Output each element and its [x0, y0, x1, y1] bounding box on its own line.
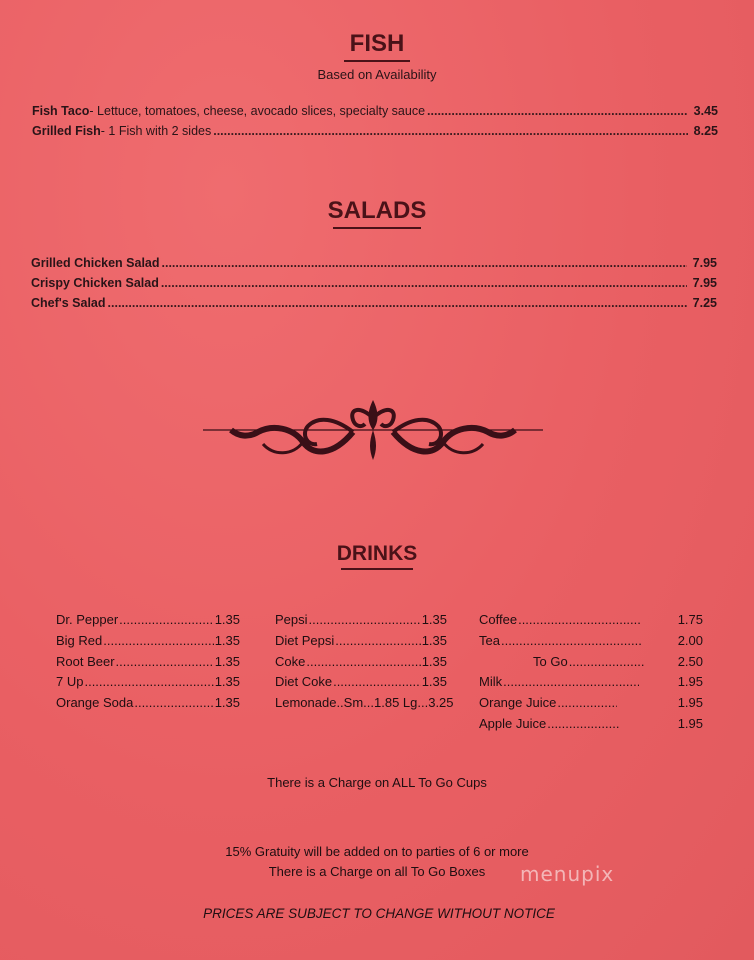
item-name: Diet Coke	[275, 674, 333, 690]
item-name: Chef's Salad	[31, 296, 106, 310]
item-name: Pepsi	[275, 612, 308, 627]
item-name: Grilled Fish	[32, 124, 101, 138]
item-price: 1.95	[677, 695, 703, 711]
leader-dots	[333, 674, 421, 689]
drinks-heading	[0, 542, 754, 570]
item-name: Tea	[479, 632, 500, 648]
item-price: 1.35	[214, 612, 240, 627]
drink-item	[479, 674, 703, 695]
drink-item	[479, 695, 703, 716]
leader-dots	[162, 256, 687, 270]
item-price: 1.95	[677, 715, 703, 731]
item-name: Orange Soda	[56, 695, 134, 711]
drink-item	[275, 674, 447, 695]
drink-item	[56, 695, 240, 716]
leader-dots	[161, 276, 687, 290]
item-price: 2.00	[677, 632, 703, 648]
salads-title: SALADS	[327, 197, 427, 224]
drink-item	[275, 612, 447, 633]
fish-title: FISH	[349, 30, 405, 57]
leader-dots	[84, 674, 213, 689]
item-desc: - Lettuce, tomatoes, cheese, avocado slices, specialty sauce	[89, 104, 426, 118]
item-name: Coffee	[479, 612, 518, 627]
drink-item	[56, 612, 240, 633]
leader-dots	[427, 104, 688, 118]
drink-item	[56, 674, 240, 695]
item-price: 1.75	[677, 612, 703, 627]
item-name: Big Red	[56, 632, 103, 648]
fish-list	[32, 104, 718, 144]
item-price: 1.35	[421, 632, 447, 648]
leader-dots	[335, 633, 420, 648]
leader-dots	[309, 612, 421, 627]
leader-dots	[569, 654, 645, 669]
prices-disclaimer: PRICES ARE SUBJECT TO CHANGE WITHOUT NOTICE	[203, 906, 555, 921]
fish-item-grilled-fish	[32, 124, 718, 144]
drinks-column-1	[56, 612, 240, 716]
item-name: Dr. Pepper	[56, 612, 119, 627]
leader-dots	[108, 296, 687, 310]
item-name: 7 Up	[56, 674, 84, 690]
item-price: 7.25	[692, 296, 717, 310]
salads-underline	[333, 227, 421, 229]
fish-underline	[344, 60, 410, 62]
salads-list	[31, 256, 717, 316]
leader-dots	[116, 654, 214, 669]
item-price: 1.95	[677, 674, 703, 690]
fish-item-fish-taco	[32, 104, 718, 124]
item-price: 7.95	[692, 256, 717, 270]
item-name: Crispy Chicken Salad	[31, 276, 159, 290]
leader-dots	[134, 695, 213, 710]
leader-dots	[306, 654, 420, 669]
item-price: 8.25	[693, 124, 718, 138]
salads-heading	[0, 197, 754, 229]
item-price: 1.35	[214, 695, 240, 711]
to-go-cups-note: There is a Charge on ALL To Go Cups	[267, 775, 487, 790]
drink-item	[479, 716, 703, 737]
gratuity-note: 15% Gratuity will be added on to parties of 6 or more	[225, 844, 529, 859]
item-price: 3.45	[693, 104, 718, 118]
item-name: To Go	[533, 653, 568, 669]
drink-item	[275, 695, 454, 716]
item-price: 1.35	[421, 612, 447, 627]
item-name: Milk	[479, 674, 503, 690]
item-price: 3.25	[428, 695, 454, 711]
salad-item-crispy-chicken	[31, 276, 717, 296]
leader-dots	[547, 716, 619, 731]
item-name: Fish Taco	[32, 104, 90, 118]
leader-dots	[503, 674, 639, 689]
item-price: 2.50	[677, 653, 703, 669]
item-name: Coke	[275, 653, 306, 669]
flourish-divider-icon	[203, 398, 543, 464]
drink-item	[479, 654, 703, 675]
item-desc: - 1 Fish with 2 sides	[100, 124, 212, 138]
leader-dots	[518, 612, 642, 627]
item-price: 1.35	[214, 632, 240, 648]
drinks-title: DRINKS	[336, 542, 418, 565]
item-price: 1.35	[214, 674, 240, 690]
drink-item	[56, 633, 240, 654]
leader-dots	[103, 633, 213, 648]
to-go-boxes-note: There is a Charge on all To Go Boxes	[268, 864, 486, 879]
item-name: Orange Juice	[479, 695, 557, 711]
drink-item	[275, 654, 447, 675]
item-price: 1.35	[214, 653, 240, 669]
drink-item	[56, 654, 240, 675]
item-name: Apple Juice	[479, 715, 547, 731]
item-name: Lemonade..Sm...1.85 Lg...	[275, 695, 429, 711]
fish-subtitle: Based on Availability	[317, 67, 437, 82]
drinks-column-2	[275, 612, 454, 716]
leader-dots	[119, 612, 214, 627]
item-name: Root Beer	[56, 653, 115, 669]
item-price: 1.35	[421, 674, 447, 690]
drink-item	[479, 633, 703, 654]
drink-item	[275, 633, 447, 654]
drinks-underline	[341, 568, 413, 570]
watermark: menupix	[520, 862, 615, 886]
leader-dots	[213, 124, 688, 138]
drinks-column-3	[479, 612, 703, 737]
leader-dots	[557, 695, 617, 710]
salad-item-grilled-chicken	[31, 256, 717, 276]
fish-heading	[0, 30, 754, 62]
item-price: 1.35	[421, 653, 447, 669]
item-name: Diet Pepsi	[275, 632, 335, 648]
drink-item	[479, 612, 703, 633]
salad-item-chefs	[31, 296, 717, 316]
item-name: Grilled Chicken Salad	[31, 256, 160, 270]
leader-dots	[501, 633, 643, 648]
item-price: 7.95	[692, 276, 717, 290]
